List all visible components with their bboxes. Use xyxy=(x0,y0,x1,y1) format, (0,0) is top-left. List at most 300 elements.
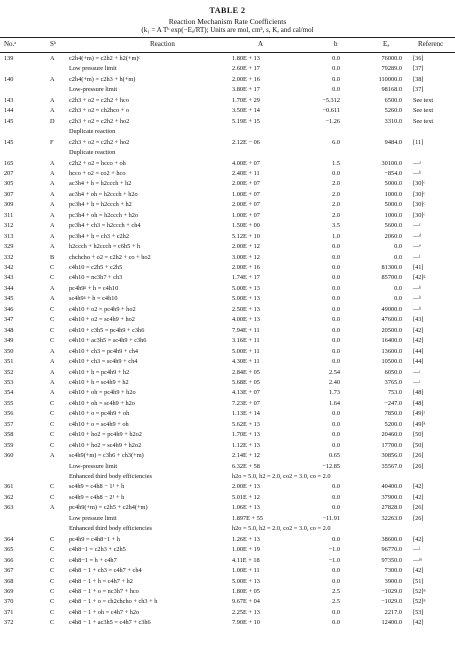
row-ea: 13600.0 xyxy=(381,347,402,355)
row-ea: 40400.0 xyxy=(381,483,402,491)
table-row xyxy=(0,191,455,200)
row-number: 143 xyxy=(4,96,14,104)
row-b: 0.0 xyxy=(332,608,340,616)
row-number: 144 xyxy=(4,107,14,115)
row-source: A xyxy=(50,159,55,167)
row-a: 2.14E + 12 xyxy=(232,452,260,460)
table-row xyxy=(0,609,455,618)
header-a: A xyxy=(258,40,264,48)
row-reaction: c4h8−1 = h + c4h7 xyxy=(69,556,117,564)
row-b: 0.0 xyxy=(332,504,340,512)
row-a: 1.70E + 13 xyxy=(232,431,260,439)
row-reference: [42] xyxy=(413,493,424,501)
row-reference: [41] xyxy=(413,264,424,271)
row-number: 363 xyxy=(4,504,14,512)
row-source: A xyxy=(50,368,55,376)
row-b: 0.0 xyxy=(332,431,340,439)
row-reaction: pc3h4 + ch3 = h2ccch + ch4 xyxy=(69,222,141,230)
row-source: A xyxy=(50,358,55,366)
row-source: A xyxy=(50,378,55,386)
row-ea: 20460.0 xyxy=(381,431,402,439)
table-row xyxy=(0,327,455,336)
row-reaction: pc4h9 = c4h8−1 + h xyxy=(69,535,120,543)
row-number: 356 xyxy=(4,410,14,418)
row-b: −1.0 xyxy=(328,556,340,564)
row-reference: [53] xyxy=(413,608,424,616)
row-source: A xyxy=(50,222,55,230)
row-b: 0.0 xyxy=(332,169,340,177)
table-row xyxy=(0,452,455,461)
table-row xyxy=(0,170,455,179)
row-number: 361 xyxy=(4,483,14,491)
row-source: A xyxy=(50,180,55,188)
row-a: 1.00E + 11 xyxy=(232,567,260,575)
row-number: 368 xyxy=(4,577,14,585)
row-ea: 17700.0 xyxy=(381,441,402,449)
row-number: 332 xyxy=(4,253,14,261)
row-source: A xyxy=(50,201,55,209)
row-number: 207 xyxy=(4,169,14,177)
row-reference: —ˡ xyxy=(413,546,421,554)
row-ea: −1029.0 xyxy=(381,598,402,606)
row-number: 354 xyxy=(4,389,14,397)
row-reference: [42] xyxy=(413,337,424,345)
row-b: 2.40 xyxy=(328,378,340,386)
row-a: 5.19E + 15 xyxy=(232,117,260,125)
row-number: 367 xyxy=(4,567,14,575)
row-a: 5.12E + 10 xyxy=(232,232,260,240)
table-row xyxy=(0,619,455,628)
row-ea: −247.0 xyxy=(384,399,402,407)
row-b: 0.0 xyxy=(332,535,340,543)
row-reference: [42] xyxy=(413,535,424,543)
row-source: C xyxy=(50,337,55,345)
row-ea: 5200.0 xyxy=(384,420,402,428)
row-b: 6.0 xyxy=(332,138,340,146)
row-b: −5.312 xyxy=(322,96,340,104)
row-b: 0.0 xyxy=(332,326,340,334)
row-number: 369 xyxy=(4,587,14,595)
row-reaction: Low pressure limit xyxy=(69,514,117,522)
row-source: C xyxy=(50,546,55,554)
row-a: 1.897E + 55 xyxy=(232,514,264,522)
row-ea: 35567.0 xyxy=(381,462,402,470)
row-reaction: Enhanced third body efficiencies xyxy=(69,473,152,480)
row-a: 2.00E + 12 xyxy=(232,243,260,251)
row-number: 348 xyxy=(4,326,14,334)
row-a: 1.80E + 13 xyxy=(232,55,260,62)
row-number: 350 xyxy=(4,347,14,355)
row-source: C xyxy=(50,483,55,491)
table-row xyxy=(0,348,455,357)
row-ea: 110000.0 xyxy=(378,75,402,83)
row-reaction: c4h10 + oh = sc4h9 + h2o xyxy=(69,399,135,407)
table-row xyxy=(0,97,455,106)
row-reference: —ᶠ xyxy=(413,253,421,261)
table-units-note: (k₁ = A Tᵇ exp(−Eₐ/RT); Units are mol, cm³, s, K, and cal/mol xyxy=(141,26,314,34)
row-reaction: c4h8−1 = c2h3 + c2h5 xyxy=(69,546,126,554)
row-reference: [42] xyxy=(413,619,424,627)
row-reaction: Enhanced third body efficiencies xyxy=(69,525,152,533)
row-b: −1.0 xyxy=(328,546,340,554)
row-reference: [36] xyxy=(413,55,424,62)
row-reference: —ᵉ xyxy=(413,243,421,251)
row-ea: 30856.0 xyxy=(381,452,402,460)
row-reaction: c4h10 = nc3h7 + ch3 xyxy=(69,274,123,282)
table-row xyxy=(0,65,455,74)
row-reaction: hcco + o2 = co2 + hco xyxy=(69,169,126,177)
row-reference: [11] xyxy=(413,138,424,146)
row-reference: See text xyxy=(413,117,434,125)
row-source: C xyxy=(50,316,55,324)
row-reference: [37] xyxy=(413,65,424,73)
header-reference: Referenc xyxy=(418,40,444,48)
row-a: 5.00E + 11 xyxy=(232,347,260,355)
row-reaction: c4h10 + h = pc4h9 + h2 xyxy=(69,368,130,376)
row-number: 353 xyxy=(4,378,14,386)
row-source: C xyxy=(50,441,55,449)
row-reaction: c2h2 + o2 = hcco + oh xyxy=(69,159,126,167)
row-source: C xyxy=(50,587,55,595)
row-a: 9.67E + 04 xyxy=(232,598,260,606)
row-ea: 7850.0 xyxy=(384,410,402,418)
table-row xyxy=(0,557,455,566)
row-number: 351 xyxy=(4,358,14,366)
row-ea: 0.0 xyxy=(394,295,402,303)
row-b: 0.0 xyxy=(332,86,340,94)
row-a: 1.00E + 07 xyxy=(232,211,260,219)
row-ea: 5600.0 xyxy=(384,222,402,230)
row-ea: 85700.0 xyxy=(381,274,402,282)
row-reference: [49]ᵏ xyxy=(413,420,426,428)
row-reference: [42] xyxy=(413,326,424,334)
row-reaction: c4h10 + h = sc4h9 + h2 xyxy=(69,378,129,386)
row-source: C xyxy=(50,567,55,575)
row-number: 145 xyxy=(4,117,14,125)
row-number: 145 xyxy=(4,138,14,146)
row-ea: 5000.0 xyxy=(384,201,402,209)
row-number: 372 xyxy=(4,619,14,627)
row-reference: [43] xyxy=(413,316,424,324)
row-b: 0.0 xyxy=(332,347,340,355)
row-source: A xyxy=(50,107,55,115)
row-b: −1.26 xyxy=(325,117,340,125)
row-reaction: Low-pressure limit xyxy=(69,86,118,94)
row-ea: 27828.0 xyxy=(381,504,402,512)
row-reaction: c4h10 + ho2 = sc4h9 + h2o2 xyxy=(69,441,142,449)
table-row xyxy=(0,421,455,430)
row-reaction: Duplicate reaction xyxy=(69,128,116,136)
row-a: h2o = 5.0, h2 = 2.0, co2 = 3.0, co = 2.0 xyxy=(232,473,331,480)
table-row xyxy=(0,264,455,273)
row-reaction: pc3h4 + h = ch3 + c2h2 xyxy=(69,232,129,240)
row-ea: 1000.0 xyxy=(384,190,402,198)
row-a: 3.50E + 14 xyxy=(232,107,260,115)
row-ea: 2217.0 xyxy=(384,608,402,616)
row-number: 359 xyxy=(4,441,14,449)
row-b: 2.0 xyxy=(332,190,340,198)
row-reaction: pc4h9ᵍ + h = c4h10 xyxy=(69,284,119,292)
row-source: A xyxy=(50,347,55,355)
row-ea: 30100.0 xyxy=(381,159,402,167)
row-reaction: Duplicate reaction xyxy=(69,149,116,157)
table-row xyxy=(0,86,455,95)
row-b: 2.5 xyxy=(332,598,340,606)
row-b: 2.0 xyxy=(332,201,340,209)
row-reaction: ac3h4 + oh = h2ccch + h2o xyxy=(69,190,138,198)
row-number: 342 xyxy=(4,264,14,271)
row-reaction: c4h8 − 1 + ch3 = c4h7 + ch4 xyxy=(69,567,142,575)
row-source: A xyxy=(50,504,55,512)
row-reaction: c4h8 − 1 + o = ch2chcho + ch3 + h xyxy=(69,598,158,606)
row-source: A xyxy=(50,295,55,303)
row-a: 1.80E + 05 xyxy=(232,587,260,595)
table-row xyxy=(0,400,455,409)
table-row xyxy=(0,243,455,252)
row-reference: —ᶦ xyxy=(413,368,421,376)
row-reaction: c2h4(+m) = c2h2 + h2(+m)ᶜ xyxy=(69,55,141,62)
row-reaction: Low pressure limit xyxy=(69,65,117,73)
row-ea: 38600.0 xyxy=(381,535,402,543)
row-number: 371 xyxy=(4,608,14,616)
row-reaction: c4h8 − 1 + o = nc3h7 + hco xyxy=(69,587,139,595)
row-b: −12.85 xyxy=(322,462,340,470)
table-row xyxy=(0,598,455,607)
row-a: 7.90E + 10 xyxy=(232,619,260,627)
row-reference: —ʰ xyxy=(413,305,422,313)
row-a: 2.00E + 07 xyxy=(232,201,260,209)
table-row xyxy=(0,588,455,597)
header-b: b xyxy=(334,40,338,48)
row-b: 0.0 xyxy=(332,316,340,324)
row-number: 347 xyxy=(4,316,14,324)
row-number: 349 xyxy=(4,337,14,345)
row-a: 1.12E + 13 xyxy=(232,441,260,449)
row-a: 6.32E + 58 xyxy=(232,462,260,470)
header-s: Sᵇ xyxy=(50,40,57,48)
row-reference: [26] xyxy=(413,462,424,470)
row-a: 5.01E + 12 xyxy=(232,493,260,501)
row-reaction: sc4h9ᵍ + h = c4h10 xyxy=(69,295,118,303)
row-reaction: ac3h4 + h = h2ccch + h2 xyxy=(69,180,132,188)
table-row xyxy=(0,515,455,524)
row-b: 0.0 xyxy=(332,410,340,418)
row-reference: [50] xyxy=(413,441,424,449)
row-a: 2.25E + 13 xyxy=(232,608,260,616)
row-a: 2.00E + 16 xyxy=(232,264,260,271)
row-number: 329 xyxy=(4,243,14,251)
table-row xyxy=(0,201,455,210)
row-a: 2.00E + 13 xyxy=(232,483,260,491)
row-reaction: c4h8 − 1 + h = c4h7 + h2 xyxy=(69,577,133,585)
table-row xyxy=(0,149,455,158)
row-source: A xyxy=(50,169,55,177)
row-ea: 76000.0 xyxy=(381,55,402,62)
row-reference: [48] xyxy=(413,389,424,397)
row-number: 344 xyxy=(4,284,14,292)
table-row xyxy=(0,212,455,221)
row-a: 1.26E + 13 xyxy=(232,535,260,543)
row-reaction: c4h10 + ch3 = pc4h9 + ch4 xyxy=(69,347,139,355)
table-row xyxy=(0,494,455,503)
row-number: 139 xyxy=(4,55,14,62)
row-ea: 10500.0 xyxy=(381,358,402,366)
row-reaction: c4h10 + oh = pc4h9 + h2o xyxy=(69,389,136,397)
row-number: 140 xyxy=(4,75,14,83)
header-no: No.ᵃ xyxy=(4,40,17,48)
table-row xyxy=(0,55,455,64)
row-ea: 3765.0 xyxy=(384,378,402,386)
row-a: 2.12E − 06 xyxy=(232,138,260,146)
row-reaction: c4h10 + c3h5 = pc4h9 + c3h6 xyxy=(69,326,145,334)
table-row xyxy=(0,139,455,148)
row-b: 2.5 xyxy=(332,587,340,595)
table-row xyxy=(0,369,455,378)
row-source: C xyxy=(50,274,55,282)
row-b: 0.0 xyxy=(332,619,340,627)
row-number: 364 xyxy=(4,535,14,543)
row-a: 5.62E + 13 xyxy=(232,420,260,428)
table-row xyxy=(0,578,455,587)
row-a: 2.50E + 13 xyxy=(232,305,260,313)
row-ea: 32263.0 xyxy=(381,514,402,522)
row-b: 0.0 xyxy=(332,305,340,313)
table-row xyxy=(0,483,455,492)
row-ea: 7300.0 xyxy=(384,567,402,575)
row-b: 0.0 xyxy=(332,264,340,271)
row-b: 0.0 xyxy=(332,253,340,261)
table-title: TABLE 2 xyxy=(209,6,246,15)
table-row xyxy=(0,463,455,472)
row-source: C xyxy=(50,410,55,418)
row-reaction: c4h10 + o = pc4h9 + oh xyxy=(69,410,130,418)
row-source: B xyxy=(50,253,55,261)
row-a: 5.00E + 13 xyxy=(232,295,260,303)
row-reaction: c4h10 = c2h5 + c2h5 xyxy=(69,264,123,271)
row-reaction: sc4h9 = c4h8 − 1¹ + h xyxy=(69,483,125,491)
row-a: 1.00E + 19 xyxy=(232,546,260,554)
row-ea: −1029.0 xyxy=(381,587,402,595)
row-reaction: h2ccch + h2ccch = c6h5 + h xyxy=(69,243,141,251)
row-reference: —ᵈ xyxy=(413,232,422,240)
row-b: 0.0 xyxy=(332,295,340,303)
row-a: 3.00E + 12 xyxy=(232,253,260,261)
table-row xyxy=(0,295,455,304)
row-b: 0.0 xyxy=(332,420,340,428)
row-reference: [50] xyxy=(413,431,424,439)
row-reference: —ᶜ xyxy=(413,222,421,230)
row-reaction: c4h10 + ch3 = sc4h9 + ch4 xyxy=(69,358,138,366)
row-reaction: c4h10 + o2 = pc4h9 + ho2 xyxy=(69,305,136,313)
row-reference: [30]ᶜ xyxy=(413,201,426,209)
row-ea: 2060.0 xyxy=(384,232,402,240)
row-reference: [44] xyxy=(413,358,424,366)
row-ea: 9484.0 xyxy=(384,138,402,146)
row-reaction: c4h10 + o2 = sc4h9 + ho2 xyxy=(69,316,135,324)
row-source: C xyxy=(50,556,55,564)
row-ea: 20500.0 xyxy=(381,326,402,334)
row-b: 0.0 xyxy=(332,55,340,62)
row-b: 1.5 xyxy=(332,159,340,167)
table-row xyxy=(0,118,455,127)
row-source: D xyxy=(50,117,55,125)
row-b: 0.0 xyxy=(332,493,340,501)
row-reference: —ʰ xyxy=(413,284,422,292)
row-a: 7.94E + 11 xyxy=(232,326,260,334)
row-source: A xyxy=(50,190,55,198)
row-a: 1.70E + 29 xyxy=(232,96,260,104)
row-b: 0.0 xyxy=(332,337,340,345)
table-row xyxy=(0,389,455,398)
row-ea: 98168.0 xyxy=(381,86,402,94)
row-ea: 97350.0 xyxy=(381,556,402,564)
row-reference: —ʰ xyxy=(413,295,422,303)
row-number: 343 xyxy=(4,274,14,282)
row-reaction: pc4h9(+m) = c2h5 + c2h4(+m) xyxy=(69,504,148,512)
row-reference: —ᵇ xyxy=(413,169,422,177)
row-reaction: chchcho + o2 = c2h2 + co + ho2 xyxy=(69,253,151,261)
table-row xyxy=(0,316,455,325)
row-b: 1.0 xyxy=(332,232,340,240)
table-row xyxy=(0,222,455,231)
row-a: 3.80E + 17 xyxy=(232,86,260,94)
row-number: 311 xyxy=(4,211,14,219)
table-row xyxy=(0,337,455,346)
row-reference: See text xyxy=(413,107,434,115)
row-a: 4.30E + 11 xyxy=(232,358,260,366)
row-reaction: c4h10 + ac3h5 = sc4h9 + c3h6 xyxy=(69,337,147,345)
top-rule xyxy=(0,37,455,38)
row-reference: [52]ⁿ xyxy=(413,598,426,606)
header-rule xyxy=(0,52,455,53)
row-reference: [38] xyxy=(413,75,424,83)
table-row xyxy=(0,233,455,242)
row-reference: —ᵃ xyxy=(413,159,422,167)
row-reference: [51] xyxy=(413,577,424,585)
row-source: A xyxy=(50,389,55,397)
row-a: 4.13E + 07 xyxy=(232,389,260,397)
row-b: 3.5 xyxy=(332,222,340,230)
row-reaction: pc3h4 + oh = h2ccch + h2o xyxy=(69,211,139,219)
row-ea: 79289.0 xyxy=(381,65,402,73)
row-b: 0.0 xyxy=(332,75,340,83)
row-source: F xyxy=(50,138,54,146)
row-number: 365 xyxy=(4,546,14,554)
table-row xyxy=(0,525,455,534)
row-number: 355 xyxy=(4,399,14,407)
row-b: 1.64 xyxy=(328,399,340,407)
row-reference: [30]ᶜ xyxy=(413,190,426,198)
row-a: 2.84E + 05 xyxy=(232,368,260,376)
row-number: 313 xyxy=(4,232,14,240)
table-row xyxy=(0,306,455,315)
row-reference: —ᵐ xyxy=(413,556,423,564)
row-number: 370 xyxy=(4,598,14,606)
table-row xyxy=(0,567,455,576)
row-source: C xyxy=(50,399,55,407)
row-reference: [26] xyxy=(413,514,424,522)
table-row xyxy=(0,285,455,294)
row-b: 0.0 xyxy=(332,358,340,366)
row-ea: 5000.0 xyxy=(384,180,402,188)
row-ea: 81300.0 xyxy=(381,264,402,271)
row-a: 1.13E + 14 xyxy=(232,410,260,418)
table-row xyxy=(0,379,455,388)
table-row xyxy=(0,546,455,555)
row-reference: [37] xyxy=(413,86,424,94)
row-ea: 0.0 xyxy=(394,253,402,261)
row-reaction: c2h3 + o2 = ch2hco + o xyxy=(69,107,129,115)
